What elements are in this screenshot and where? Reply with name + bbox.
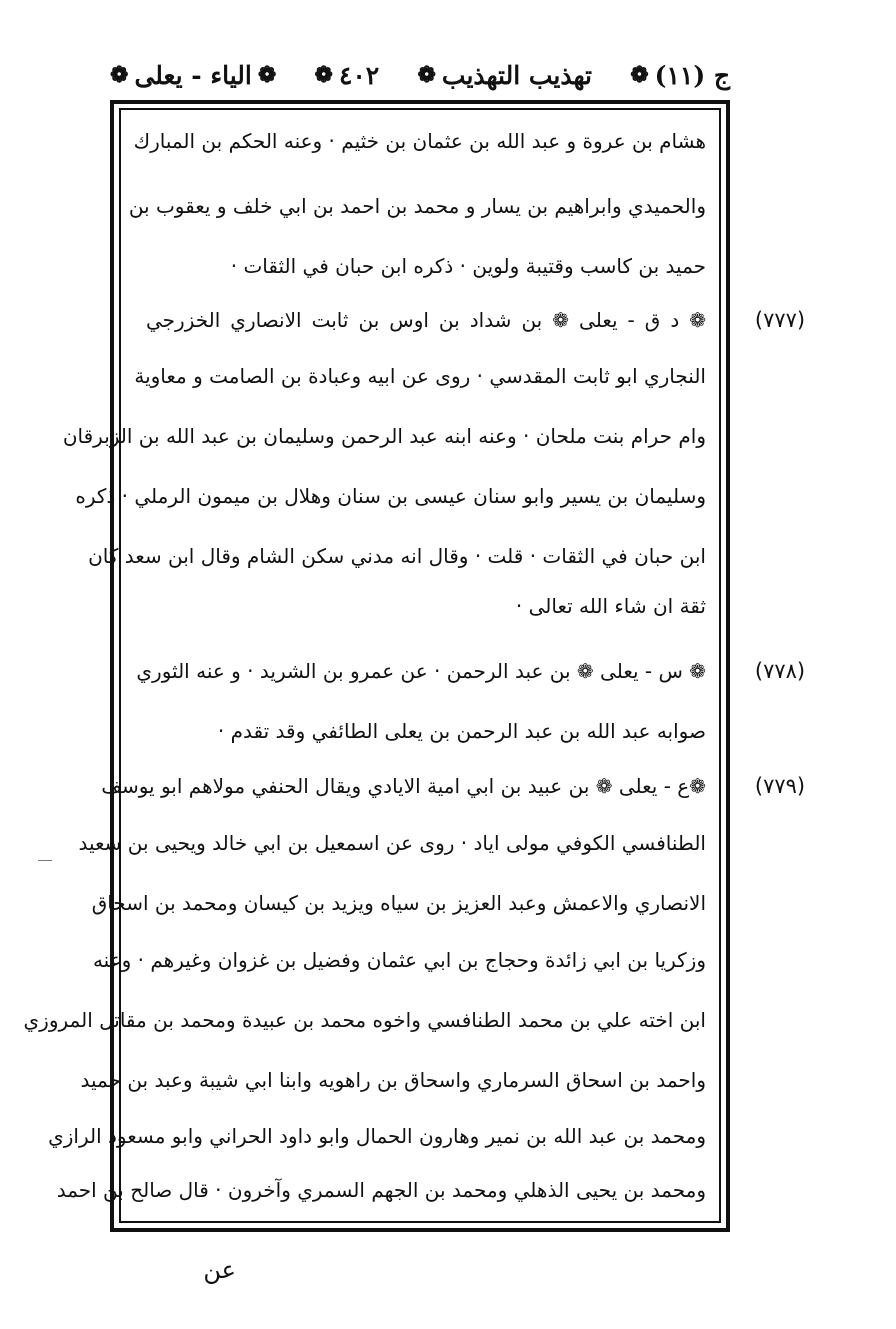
header-volume-group (630, 61, 730, 90)
text-line: واحمد بن اسحاق السرماري واسحاق بن راهويه وابنا ابي شيبة وعبد بن حميد (80, 1068, 706, 1092)
ornament-icon: ❁ (314, 62, 333, 88)
header-title-group (417, 61, 592, 90)
text-line: الطنافسي الكوفي مولى اياد · روى عن اسمعيل بن ابي خالد ويحيى بن سعيد (78, 831, 706, 855)
ornament-icon: ❁ (257, 62, 277, 88)
header-volume: ج (١١) (654, 60, 730, 90)
text-line: هشام بن عروة و عبد الله بن عثمان بن خثيم · وعنه الحكم بن المبارك (133, 129, 706, 153)
ornament-icon: ❁ (417, 62, 436, 88)
text-line: ومحمد بن يحيى الذهلي ومحمد بن الجهم السمري وآخرون · قال صالح بن احمد (56, 1178, 706, 1202)
entry-number: (٧٧٨) (754, 659, 806, 683)
entry-number: (٧٧٩) (754, 774, 806, 798)
text-line: ابن اخته علي بن محمد الطنافسي واخوه محمد بن عبيدة ومحمد بن مقاتل المروزي (23, 1008, 706, 1032)
ornament-icon: ❁ (110, 62, 129, 88)
entry-heading-line: ❁ س - يعلى ❁ بن عبد الرحمن · عن عمرو بن الشريد · و عنه الثوري (136, 659, 706, 683)
text-line: ابن حبان في الثقات · قلت · وقال انه مدني سكن الشام وقال ابن سعد كان (88, 544, 706, 568)
text-line: الانصاري والاعمش وعبد العزيز بن سياه ويزيد بن كيسان ومحمد بن اسحاق (91, 891, 706, 915)
text-line: صوابه عبد الله بن عبد الرحمن بن يعلى الطائفي وقد تقدم · (217, 719, 706, 743)
entry-number: (٧٧٧) (754, 308, 806, 332)
entry-heading-line: ❁ع - يعلى ❁ بن عبيد بن ابي امية الايادي ويقال الحنفي مولاهم ابو يوسف (101, 774, 706, 798)
header-chapter: الياء - يعلى (134, 60, 252, 90)
ornament-icon: ❁ (630, 62, 649, 88)
entry-heading-line: ❁ د ق - يعلى ❁ بن شداد بن اوس بن ثابت الانصاري الخزرجي (146, 308, 706, 332)
text-line: والحميدي وابراهيم بن يسار و محمد بن احمد بن ابي خلف و يعقوب بن (128, 194, 706, 218)
text-line: وام حرام بنت ملحان · وعنه ابنه عبد الرحمن وسليمان بن عبد الله بن الزبرقان (62, 424, 706, 448)
text-line: ثقة ان شاء الله تعالى · (515, 594, 706, 618)
header-title: تهذيب التهذيب (441, 60, 592, 90)
header-page-number: ٤٠٢ (338, 60, 380, 90)
catchword: عن (203, 1256, 236, 1284)
text-line: وزكريا بن ابي زائدة وحجاج بن ابي عثمان وفضيل بن غزوان وغيرهم · وعنه (92, 948, 706, 972)
text-line: حميد بن كاسب وقتيبة ولوين · ذكره ابن حبان في الثقات · (230, 254, 706, 278)
text-line: وسليمان بن يسير وابو سنان عيسى بن سنان وهلال بن ميمون الرملي · ذكره (75, 484, 706, 508)
page-header (110, 52, 730, 98)
text-line: ومحمد بن عبد الله بن نمير وهارون الحمال وابو داود الحراني وابو مسعود الرازي (48, 1124, 706, 1148)
text-line: النجاري ابو ثابت المقدسي · روى عن ابيه وعبادة بن الصامت و معاوية (134, 364, 706, 388)
scan-mark (38, 860, 52, 861)
header-chapter-group (110, 61, 276, 90)
header-page-group (315, 61, 380, 90)
